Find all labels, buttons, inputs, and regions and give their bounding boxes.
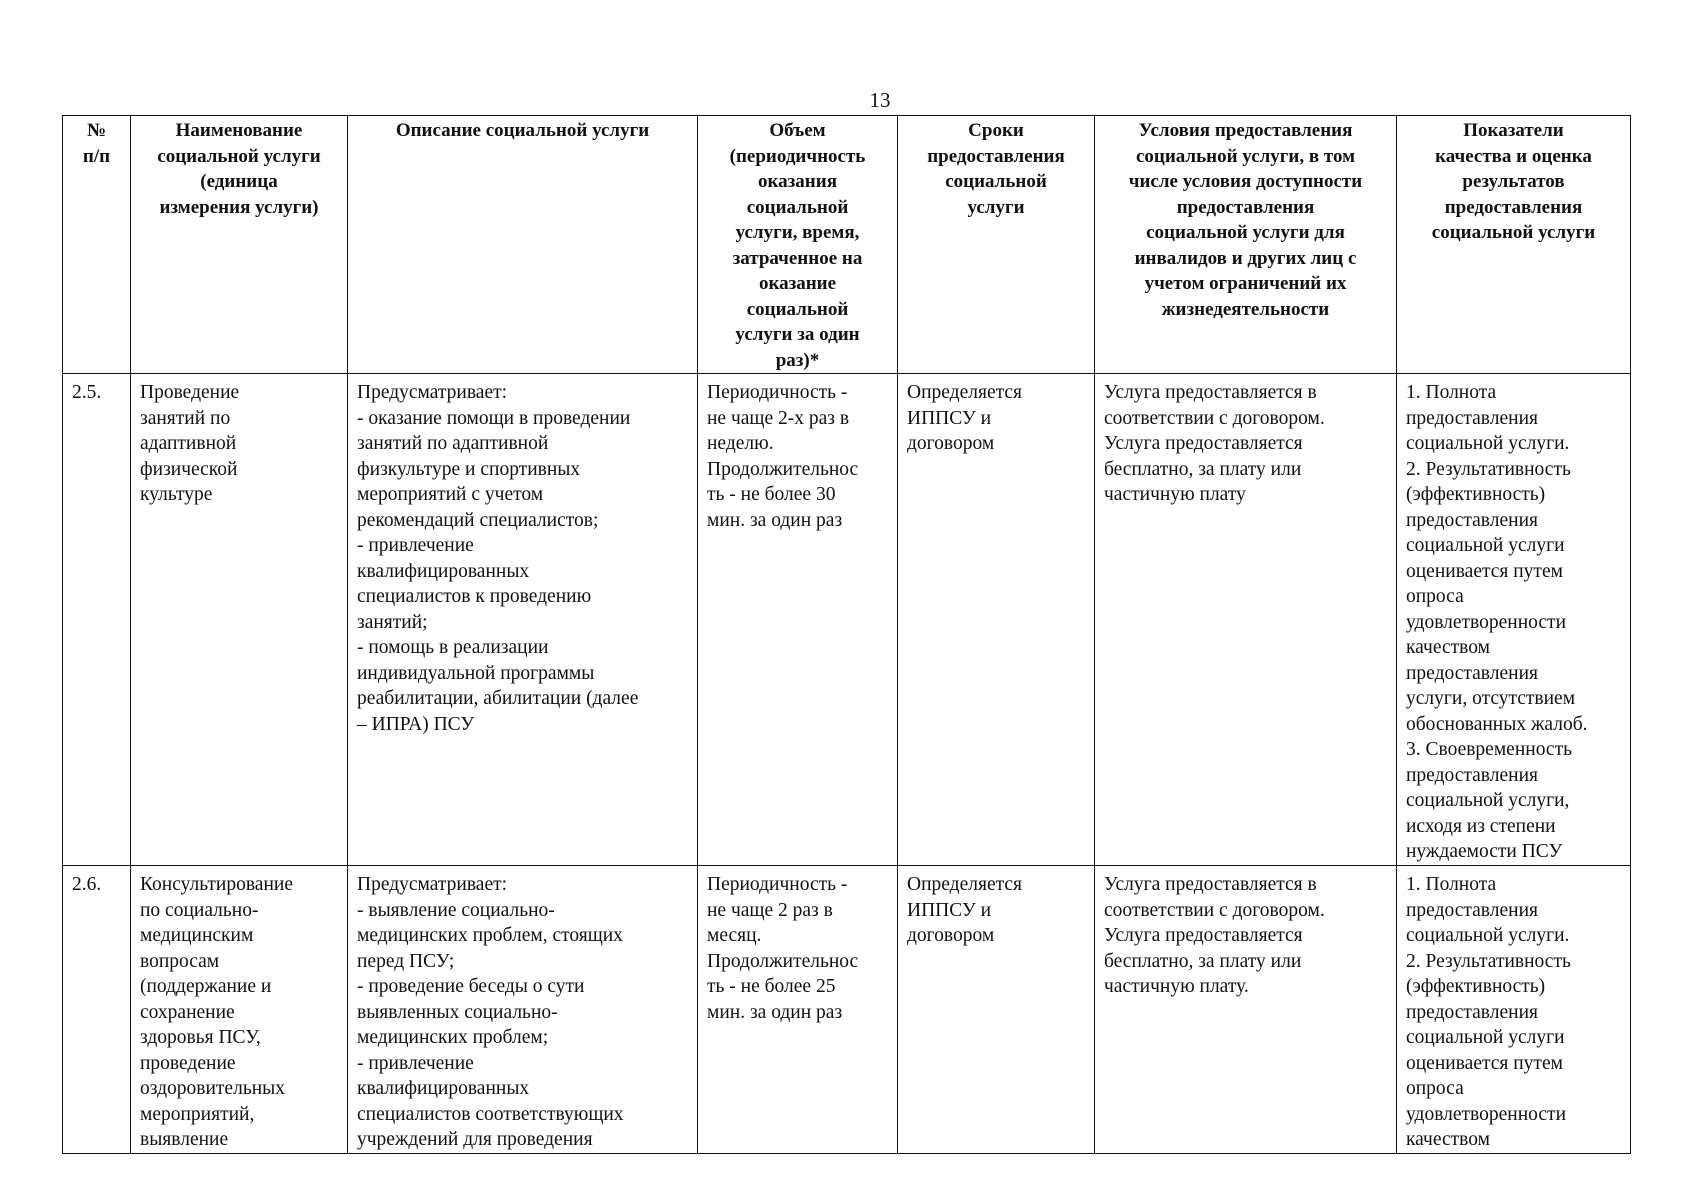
cell-indicators: 1. Полнота предоставления социальной услуги. 2. Результативность (эффективность) предоставления социальной услуги оценивается путем опроса удовлетворенности качеством bbox=[1397, 866, 1631, 1154]
header-number: № п/п bbox=[63, 116, 131, 374]
page-number: 13 bbox=[869, 88, 891, 112]
cell-volume: Периодичность - не чаще 2 раз в месяц. Продолжительнос ть - не более 25 мин. за один раз bbox=[698, 866, 898, 1154]
header-service-name: Наименование социальной услуги (единица измерения услуги) bbox=[131, 116, 348, 374]
table-row bbox=[63, 374, 1631, 866]
services-table bbox=[62, 115, 1631, 1154]
cell-volume: Периодичность - не чаще 2-х раз в неделю. Продолжительнос ть - не более 30 мин. за один раз bbox=[698, 374, 898, 866]
cell-number: 2.5. bbox=[63, 374, 131, 866]
header-indicators: Показатели качества и оценка результатов предоставления социальной услуги bbox=[1397, 116, 1631, 374]
cell-indicators: 1. Полнота предоставления социальной услуги. 2. Результативность (эффективность) предоставления социальной услуги оценивается путем опроса удовлетворенности качеством предоставления услуги, отсутствием обоснованных жалоб. 3. Своевременность предоставления социальной услуги, исходя из степени нуждаемости ПСУ bbox=[1397, 374, 1631, 866]
header-description: Описание социальной услуги bbox=[348, 116, 698, 374]
cell-number: 2.6. bbox=[63, 866, 131, 1154]
cell-conditions: Услуга предоставляется в соответствии с договором. Услуга предоставляется бесплатно, за плату или частичную плату bbox=[1095, 374, 1397, 866]
cell-service-name: Проведение занятий по адаптивной физической культуре bbox=[131, 374, 348, 866]
table-row bbox=[63, 866, 1631, 1154]
header-terms: Сроки предоставления социальной услуги bbox=[898, 116, 1095, 374]
cell-terms: Определяется ИППСУ и договором bbox=[898, 866, 1095, 1154]
cell-terms: Определяется ИППСУ и договором bbox=[898, 374, 1095, 866]
cell-description: Предусматривает: - выявление социально- медицинских проблем, стоящих перед ПСУ; - проведение беседы о сути выявленных социально- медицинских проблем; - привлечение квалифицированных специалистов соответствующих учреждений для проведения bbox=[348, 866, 698, 1154]
cell-description: Предусматривает: - оказание помощи в проведении занятий по адаптивной физкультуре и спортивных мероприятий с учетом рекомендаций специалистов; - привлечение квалифицированных специалистов к проведению занятий; - помощь в реализации индивидуальной программы реабилитации, абилитации (далее – ИПРА) ПСУ bbox=[348, 374, 698, 866]
cell-service-name: Консультирование по социально- медицинским вопросам (поддержание и сохранение здоровья ПСУ, проведение оздоровительных мероприятий, выявление bbox=[131, 866, 348, 1154]
table-header-row bbox=[63, 116, 1631, 374]
header-volume: Объем (периодичность оказания социальной услуги, время, затраченное на оказание социальной услуги за один раз)* bbox=[698, 116, 898, 374]
header-conditions: Условия предоставления социальной услуги, в том числе условия доступности предоставления социальной услуги для инвалидов и других лиц с учетом ограничений их жизнедеятельности bbox=[1095, 116, 1397, 374]
cell-conditions: Услуга предоставляется в соответствии с договором. Услуга предоставляется бесплатно, за плату или частичную плату. bbox=[1095, 866, 1397, 1154]
